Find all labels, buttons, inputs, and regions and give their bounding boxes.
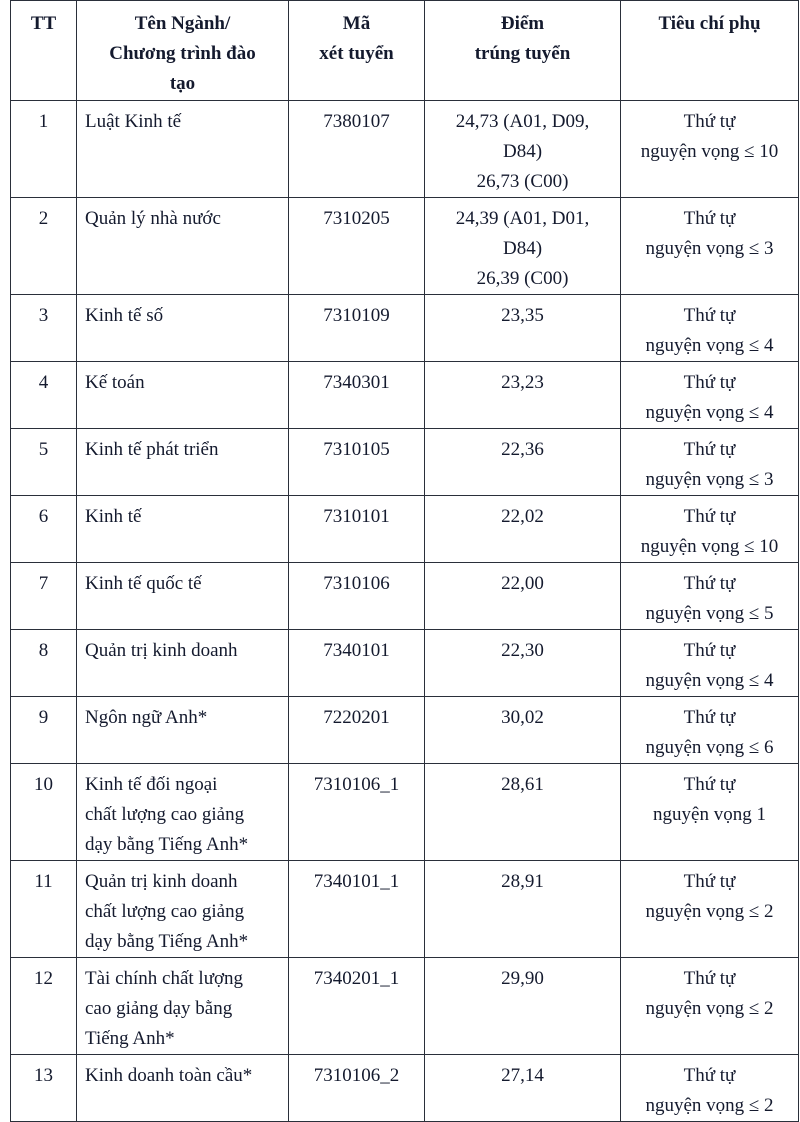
admission-score-line: 22,00 xyxy=(501,573,544,594)
row-number: 11 xyxy=(11,861,77,958)
admission-code: 7310101 xyxy=(289,496,425,563)
admission-code: 7310105 xyxy=(289,429,425,496)
row-number: 12 xyxy=(11,958,77,1055)
program-name-line: dạy bằng Tiếng Anh* xyxy=(85,931,249,952)
program-name-cell xyxy=(77,198,289,295)
admission-score-line: 23,23 xyxy=(501,372,544,393)
admission-score-line: 22,02 xyxy=(501,506,544,527)
secondary-criteria-cell xyxy=(621,295,799,362)
admission-score-cell xyxy=(425,630,621,697)
row-number: 4 xyxy=(11,362,77,429)
admission-code: 7310106_1 xyxy=(289,764,425,861)
secondary-criteria-cell xyxy=(621,697,799,764)
admission-score-line: 23,35 xyxy=(501,305,544,326)
program-name-cell xyxy=(77,1055,289,1122)
header-secondary-criteria xyxy=(621,1,799,101)
admission-code: 7310106 xyxy=(289,563,425,630)
secondary-criteria-line: nguyện vọng ≤ 6 xyxy=(645,737,774,758)
secondary-criteria-cell xyxy=(621,1055,799,1122)
program-name-line: Kinh tế số xyxy=(85,305,164,326)
program-name-line: Kinh tế quốc tế xyxy=(85,573,202,594)
secondary-criteria-cell xyxy=(621,630,799,697)
program-name-cell xyxy=(77,697,289,764)
admission-code: 7220201 xyxy=(289,697,425,764)
admission-score-line: 22,36 xyxy=(501,439,544,460)
secondary-criteria-line: nguyện vọng ≤ 4 xyxy=(645,402,774,423)
table-row xyxy=(11,861,799,958)
program-name-cell xyxy=(77,362,289,429)
row-number: 10 xyxy=(11,764,77,861)
header-row xyxy=(11,1,799,101)
admission-score-line: 30,02 xyxy=(501,707,544,728)
admission-code: 7340201_1 xyxy=(289,958,425,1055)
program-name-line: cao giảng dạy bằng xyxy=(85,998,233,1019)
table-row xyxy=(11,496,799,563)
table-row xyxy=(11,1055,799,1122)
header-program-name xyxy=(77,1,289,101)
table-row xyxy=(11,764,799,861)
program-name-line: Kinh doanh toàn cầu* xyxy=(85,1065,253,1086)
admission-code: 7340301 xyxy=(289,362,425,429)
secondary-criteria-line: Thứ tự xyxy=(683,372,736,393)
admission-score-line: 24,73 (A01, D09, xyxy=(455,111,590,132)
admission-code: 7310109 xyxy=(289,295,425,362)
row-number: 8 xyxy=(11,630,77,697)
admission-score-cell xyxy=(425,198,621,295)
secondary-criteria-line: Thứ tự xyxy=(683,968,736,989)
row-number: 1 xyxy=(11,101,77,198)
header-tt: TT xyxy=(11,1,77,101)
secondary-criteria-line: nguyện vọng ≤ 3 xyxy=(645,469,774,490)
secondary-criteria-line: Thứ tự xyxy=(683,707,736,728)
header-line: Tiêu chí phụ xyxy=(658,13,761,34)
admission-score-cell xyxy=(425,101,621,198)
program-name-cell xyxy=(77,295,289,362)
secondary-criteria-line: Thứ tự xyxy=(683,439,736,460)
table-row xyxy=(11,362,799,429)
admission-score-cell xyxy=(425,295,621,362)
secondary-criteria-cell xyxy=(621,198,799,295)
row-number: 7 xyxy=(11,563,77,630)
header-admission-code xyxy=(289,1,425,101)
secondary-criteria-line: Thứ tự xyxy=(683,871,736,892)
admission-score-cell xyxy=(425,362,621,429)
secondary-criteria-line: nguyện vọng ≤ 10 xyxy=(640,141,779,162)
secondary-criteria-cell xyxy=(621,764,799,861)
table-row xyxy=(11,630,799,697)
table-row xyxy=(11,958,799,1055)
header-line: Tên Ngành/ xyxy=(134,13,231,34)
row-number: 9 xyxy=(11,697,77,764)
admission-score-line: 26,73 (C00) xyxy=(476,171,569,192)
admission-code: 7380107 xyxy=(289,101,425,198)
row-number: 6 xyxy=(11,496,77,563)
secondary-criteria-cell xyxy=(621,563,799,630)
admission-score-cell xyxy=(425,496,621,563)
program-name-cell xyxy=(77,496,289,563)
secondary-criteria-line: nguyện vọng ≤ 2 xyxy=(645,901,774,922)
admission-score-cell xyxy=(425,764,621,861)
secondary-criteria-cell xyxy=(621,496,799,563)
header-admission-score xyxy=(425,1,621,101)
program-name-line: Kinh tế đối ngoại xyxy=(85,774,218,795)
admission-score-cell xyxy=(425,861,621,958)
admission-score-cell xyxy=(425,563,621,630)
program-name-line: Quản lý nhà nước xyxy=(85,208,221,229)
secondary-criteria-line: nguyện vọng 1 xyxy=(653,804,766,825)
table-row xyxy=(11,697,799,764)
secondary-criteria-line: Thứ tự xyxy=(683,305,736,326)
program-name-line: Kinh tế xyxy=(85,506,142,527)
secondary-criteria-line: nguyện vọng ≤ 4 xyxy=(645,670,774,691)
program-name-cell xyxy=(77,958,289,1055)
program-name-line: Tiếng Anh* xyxy=(85,1028,175,1049)
table-row xyxy=(11,295,799,362)
secondary-criteria-line: nguyện vọng ≤ 3 xyxy=(645,238,774,259)
secondary-criteria-line: Thứ tự xyxy=(683,774,736,795)
table-row xyxy=(11,563,799,630)
program-name-line: chất lượng cao giảng xyxy=(85,901,245,922)
admission-score-line: D84) xyxy=(502,141,543,162)
header-line: Mã xyxy=(342,13,371,34)
admission-code: 7310205 xyxy=(289,198,425,295)
secondary-criteria-line: Thứ tự xyxy=(683,640,736,661)
secondary-criteria-line: nguyện vọng ≤ 4 xyxy=(645,335,774,356)
admission-code: 7340101_1 xyxy=(289,861,425,958)
secondary-criteria-line: Thứ tự xyxy=(683,208,736,229)
secondary-criteria-cell xyxy=(621,429,799,496)
secondary-criteria-line: nguyện vọng ≤ 2 xyxy=(645,998,774,1019)
row-number: 2 xyxy=(11,198,77,295)
program-name-line: Ngôn ngữ Anh* xyxy=(85,707,208,728)
program-name-cell xyxy=(77,101,289,198)
admission-score-line: 26,39 (C00) xyxy=(476,268,569,289)
program-name-line: Kế toán xyxy=(85,372,145,393)
program-name-cell xyxy=(77,429,289,496)
header-line: tạo xyxy=(169,73,196,94)
row-number: 13 xyxy=(11,1055,77,1122)
program-name-line: Tài chính chất lượng xyxy=(85,968,244,989)
secondary-criteria-line: Thứ tự xyxy=(683,111,736,132)
admission-score-cell xyxy=(425,958,621,1055)
table-row xyxy=(11,101,799,198)
program-name-line: dạy bằng Tiếng Anh* xyxy=(85,834,249,855)
admission-score-cell xyxy=(425,697,621,764)
admission-score-line: D84) xyxy=(502,238,543,259)
admission-code: 7340101 xyxy=(289,630,425,697)
secondary-criteria-cell xyxy=(621,861,799,958)
header-line: Chương trình đào xyxy=(109,43,256,64)
program-name-line: Quản trị kinh doanh xyxy=(85,640,238,661)
admission-score-cell xyxy=(425,429,621,496)
secondary-criteria-line: nguyện vọng ≤ 5 xyxy=(645,603,774,624)
row-number: 3 xyxy=(11,295,77,362)
secondary-criteria-line: Thứ tự xyxy=(683,506,736,527)
table-row xyxy=(11,198,799,295)
row-number: 5 xyxy=(11,429,77,496)
admission-score-line: 28,91 xyxy=(501,871,544,892)
admission-scores-table xyxy=(10,0,799,1122)
secondary-criteria-line: nguyện vọng ≤ 2 xyxy=(645,1095,774,1116)
program-name-cell xyxy=(77,764,289,861)
header-line: xét tuyển xyxy=(319,43,394,64)
program-name-cell xyxy=(77,630,289,697)
program-name-cell xyxy=(77,861,289,958)
admission-score-line: 28,61 xyxy=(501,774,544,795)
program-name-cell xyxy=(77,563,289,630)
header-line: trúng tuyển xyxy=(474,43,571,64)
secondary-criteria-cell xyxy=(621,362,799,429)
admission-score-line: 29,90 xyxy=(501,968,544,989)
admission-score-line: 24,39 (A01, D01, xyxy=(455,208,590,229)
admission-score-line: 22,30 xyxy=(501,640,544,661)
admission-score-cell xyxy=(425,1055,621,1122)
admission-score-line: 27,14 xyxy=(501,1065,544,1086)
table-row xyxy=(11,429,799,496)
program-name-line: Kinh tế phát triển xyxy=(85,439,219,460)
program-name-line: chất lượng cao giảng xyxy=(85,804,245,825)
program-name-line: Luật Kinh tế xyxy=(85,111,182,132)
secondary-criteria-line: Thứ tự xyxy=(683,573,736,594)
secondary-criteria-line: Thứ tự xyxy=(683,1065,736,1086)
secondary-criteria-cell xyxy=(621,958,799,1055)
admission-code: 7310106_2 xyxy=(289,1055,425,1122)
header-line: Điểm xyxy=(500,13,545,34)
secondary-criteria-cell xyxy=(621,101,799,198)
secondary-criteria-line: nguyện vọng ≤ 10 xyxy=(640,536,779,557)
program-name-line: Quản trị kinh doanh xyxy=(85,871,238,892)
